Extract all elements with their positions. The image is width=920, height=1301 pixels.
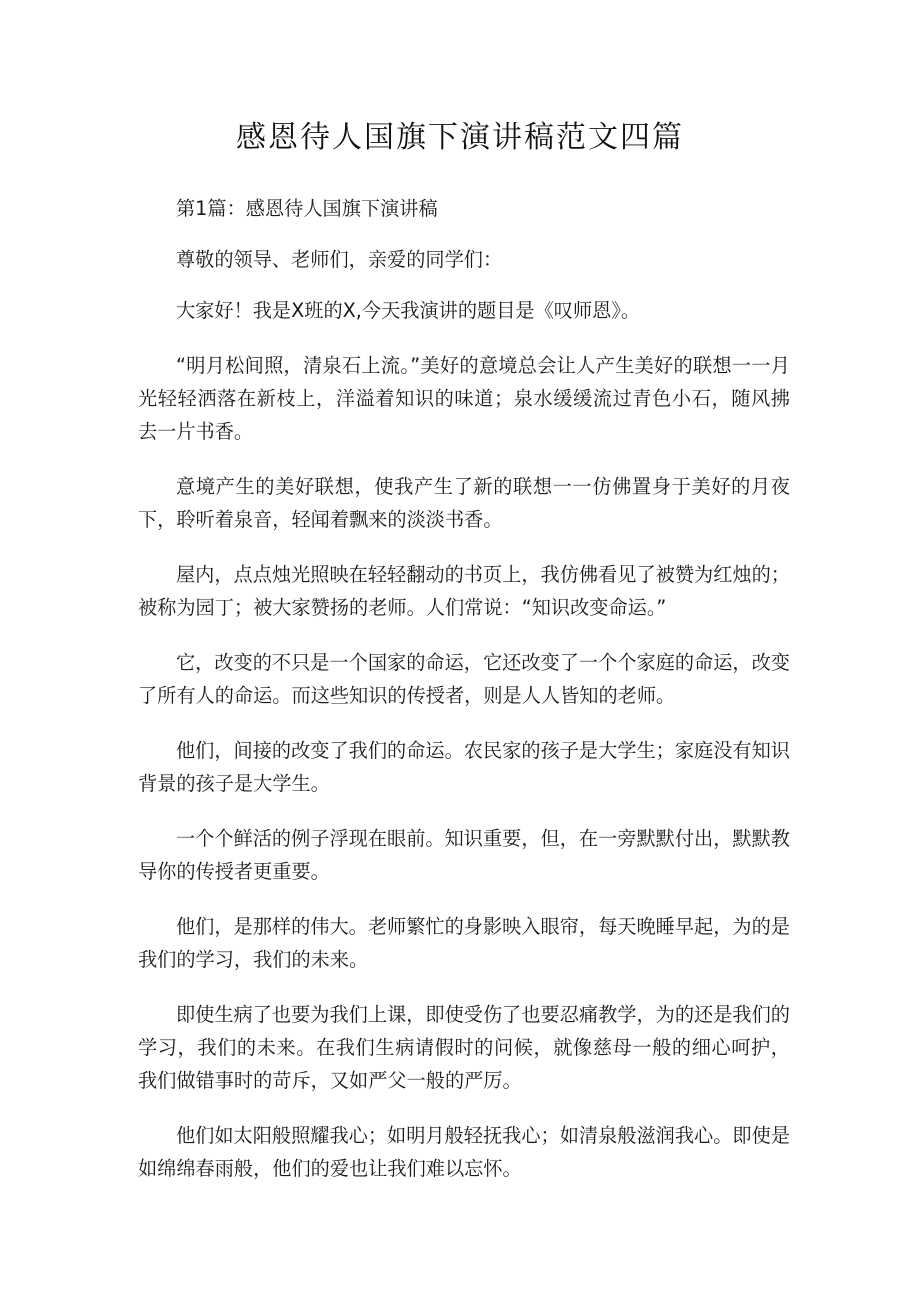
paragraph: 他们，间接的改变了我们的命运。农民家的孩子是大学生；家庭没有知识背景的孩子是大学生。 xyxy=(138,739,790,795)
paragraph: 他们如太阳般照耀我心；如明月般轻抚我心；如清泉般滋润我心。即使是如绵绵春雨般，他们的爱也让我们难以忘怀。 xyxy=(138,1124,790,1180)
paragraph: 他们，是那样的伟大。老师繁忙的身影映入眼帘，每天晚睡早起，为的是我们的学习，我们的未来。 xyxy=(138,915,790,971)
paragraph: 它，改变的不只是一个国家的命运，它还改变了一个个家庭的命运，改变了所有人的命运。而这些知识的传授者，则是人人皆知的老师。 xyxy=(138,651,790,707)
section-heading: 第1篇：感恩待人国旗下演讲稿 xyxy=(176,197,438,220)
paragraph: 即使生病了也要为我们上课，即使受伤了也要忍痛教学，为的还是我们的学习，我们的未来。在我们生病请假时的问候，就像慈母一般的细心呵护，我们做错事时的苛斥，又如严父一般的严厉。 xyxy=(138,1003,790,1092)
paragraph: 屋内，点点烛光照映在轻轻翻动的书页上，我仿佛看见了被赞为红烛的；被称为园丁；被大家赞扬的老师。人们常说：“知识改变命运。” xyxy=(138,563,790,619)
paragraph: 一个个鲜活的例子浮现在眼前。知识重要，但，在一旁默默付出，默默教导你的传授者更重要。 xyxy=(138,827,790,883)
document-title: 感恩待人国旗下演讲稿范文四篇 xyxy=(236,120,684,155)
paragraph: “明月松间照，清泉石上流。”美好的意境总会让人产生美好的联想一一月光轻轻洒落在新枝上，洋溢着知识的味道；泉水缓缓流过青色小石，随风拂去一片书香。 xyxy=(138,354,790,443)
document-body xyxy=(138,192,790,1207)
intro-line: 大家好！我是X班的X,今天我演讲的题目是《叹师恩》。 xyxy=(176,299,641,322)
greeting-line: 尊敬的领导、老师们，亲爱的同学们： xyxy=(176,248,503,271)
paragraph: 意境产生的美好联想，使我产生了新的联想一一仿佛置身于美好的月夜下，聆听着泉音，轻闻着飘来的淡淡书香。 xyxy=(138,475,790,531)
